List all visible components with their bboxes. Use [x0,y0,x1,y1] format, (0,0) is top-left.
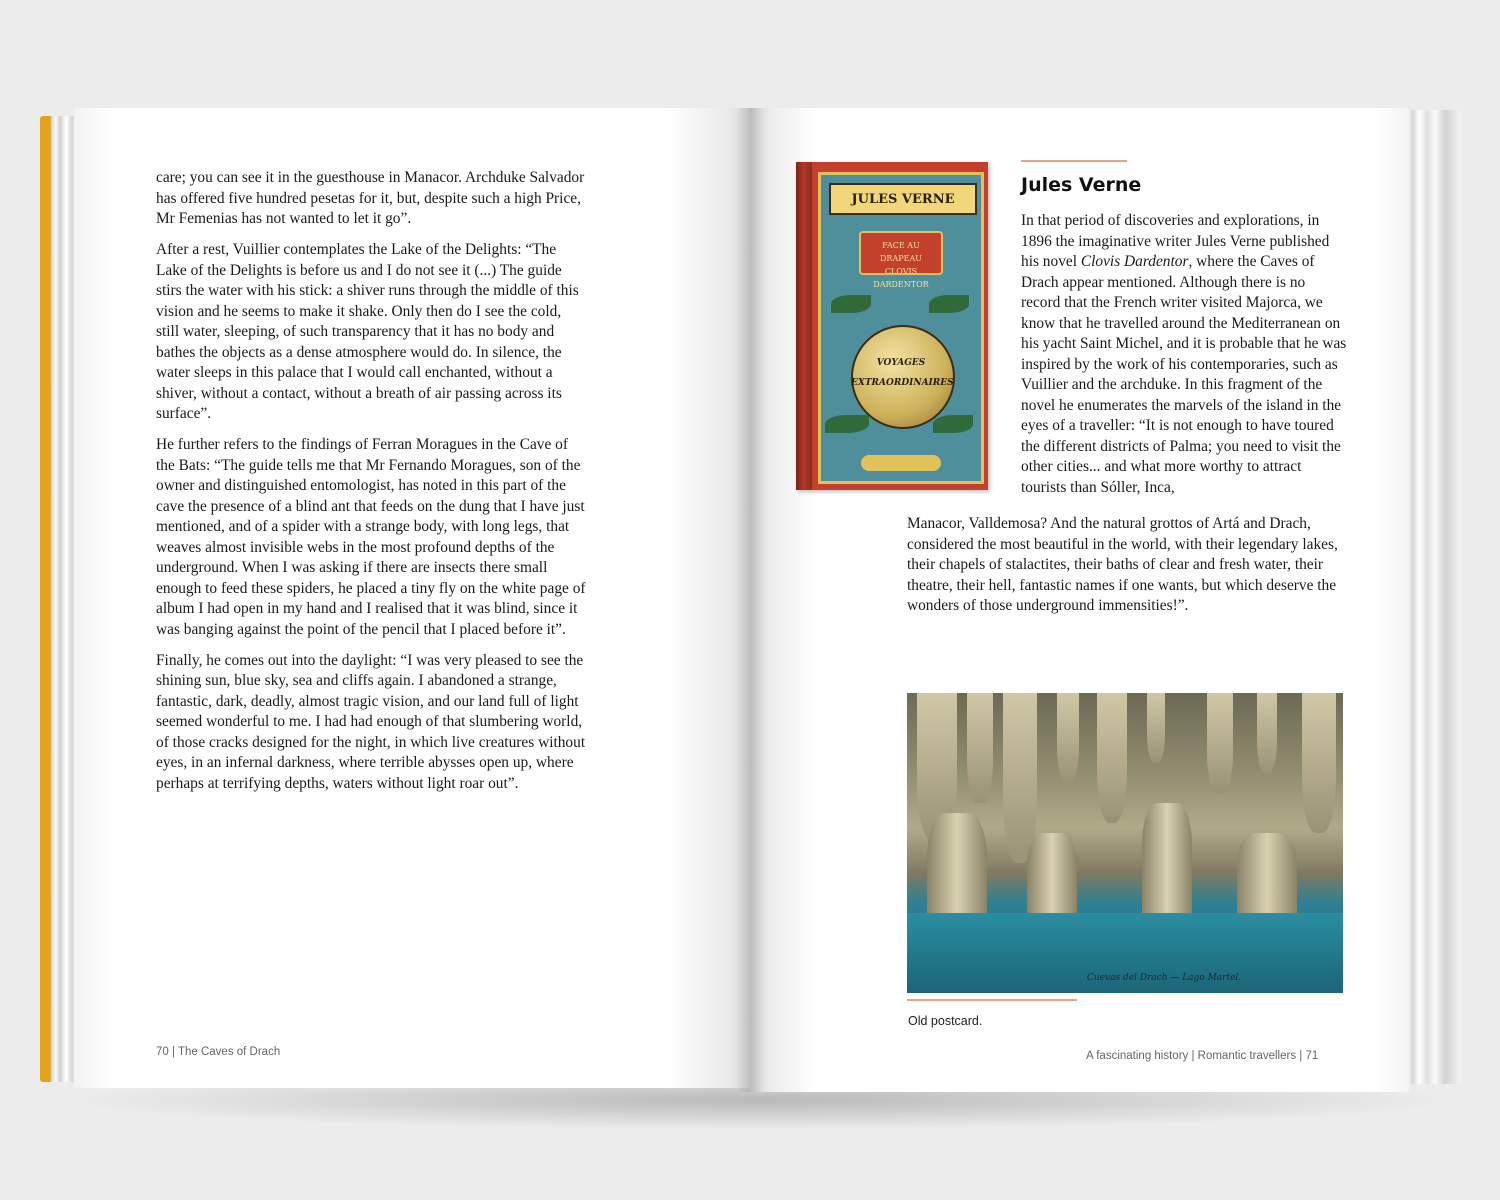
image-caption: Old postcard. [908,1014,983,1028]
left-page-text [156,168,588,805]
jules-verne-book-cover [796,162,988,490]
cover-title: JULES VERNE [829,183,977,215]
paragraph: care; you can see it in the guesthouse in Manacor. Archduke Salvador has offered five hundred pesetas for it, but, despite such a high Price, Mr Femenias has not wanted to let it go”. [156,169,585,227]
stalactite [967,693,993,803]
stalactite [1057,693,1079,783]
right-page-text-continued [907,514,1347,617]
leaf-ornament [825,415,869,433]
novel-title: Clovis Dardentor [1080,253,1189,270]
left-folio: 70 | The Caves of Drach [156,1046,281,1058]
cover-globe-text [851,353,954,393]
book-gutter [736,108,764,1092]
cover-subtitle-line1: FACE AU DRAPEAU [880,241,922,263]
stalactite [1097,693,1127,823]
text-part1: In that period of discoveries and explorations, in 1896 the imaginative writer Jules Verne published his novel [1021,212,1330,270]
postcard-label: Cuevas del Drach — Lago Martel. [1087,973,1242,983]
right-page-stack [1405,110,1461,1084]
caption-rule [907,999,1077,1001]
stalactite [1302,693,1336,833]
right-page-text [1021,211,1347,498]
stalactite [1257,693,1277,773]
leaf-ornament [831,295,871,313]
cover-subtitle [859,231,943,289]
paragraph: Finally, he comes out into the daylight: “I was very pleased to see the shining sun, blue sky, sea and cliffs again. I abandoned a strange, fantastic, dark, deadly, almost tragic vision, and our land full of light seemed wonderful to me. I had had enough of that slumbering world, of those cracks designed for the night, in which live creatures without eyes, in an infernal darkness, where terrible abysses open up, where perhaps at terrifying depths, waters without light roar out”. [156,651,586,792]
section-heading: Jules Verne [1021,174,1142,196]
paragraph: He further refers to the findings of Ferran Moragues in the Cave of the Bats: “The guide tells me that Mr Fernando Moragues, son of the owner and distinguished entomologist, has noted in this part of the cave the presence of a blind ant that feeds on the dung that I have just mentioned, and of a spider with a strange body, with long legs, that weaves almost invisible webs in the most profound depths of the underground. When I was asking if there are insects there small enough to feed these spiders, he placed a tiny fly on the white page of album I had open in my hand and I realised that it was blind, since it was banging against the point of the pencil that I placed before it”. [156,436,586,638]
cover-bottom-band [861,455,941,471]
stalactite [1207,693,1233,793]
paragraph: After a rest, Vuillier contemplates the Lake of the Delights: “The Lake of the Delights is before us and I do not see it (...) The guide stirs the water with his stick: a shiver runs through the middle of this vision and he seems to make it shake. Only then do I see the cold, still water, sleeping, of such transparency that it has no body and bathes the objects as a dense atmosphere would do. In silence, the water sleeps in this palace that I would call enchanted, without a shiver, without a contact, without a breath of air passing across its surface”. [156,241,579,422]
stalactite [1147,693,1165,763]
text-part2: , where the Caves of Drach appear mentioned. Although there is no record that the French writer visited Majorca, we know that he travelled around the Mediterranean on his yacht Saint Michel, and it is probable that he was inspired by the work of his contemporaries, such as Vuillier and the archduke. In this fragment of the novel he enumerates the marvels of the island in the eyes of a traveller: “It is not enough to have toured the different districts of Palma; you need to visit the other cities... and what more worthy to attract tourists than Sóller, Inca, [1021,253,1347,496]
text-part3: Manacor, Valldemosa? And the natural grottos of Artá and Drach, considered the most beautiful in the world, with their legendary lakes, their chapels of stalactites, their baths of clear and fresh water, their theatre, their hell, fantastic names if one wants, but which deserve the wonders of those underground immensities!”. [907,515,1338,614]
right-folio: A fascinating history | Romantic travellers | 71 [1086,1050,1319,1062]
stalactite [1003,693,1037,863]
leaf-ornament [933,415,973,433]
cover-subtitle-line2: CLOVIS DARDENTOR [873,267,929,289]
heading-rule [1021,160,1127,162]
cave-postcard-image [907,693,1343,993]
cover-spine [796,162,812,490]
leaf-ornament [929,295,969,313]
globe-line2: EXTRAORDINAIRES [851,378,954,388]
globe-line1: VOYAGES [876,358,926,368]
cover-frame [818,172,984,484]
